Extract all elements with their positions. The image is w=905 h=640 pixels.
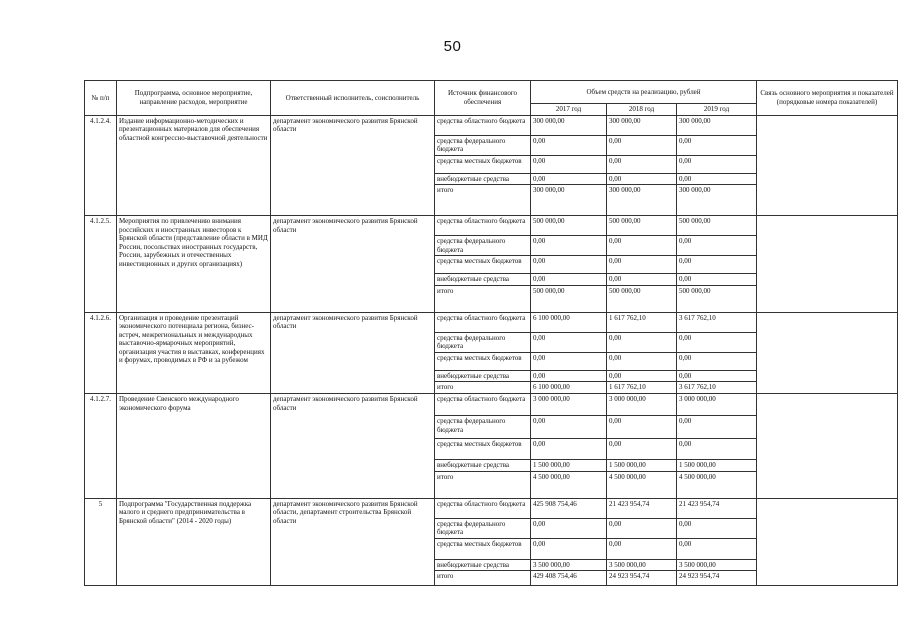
funding-value: 0,00 bbox=[531, 352, 607, 370]
funding-source: средства местных бюджетов bbox=[435, 352, 531, 370]
total-value: 500 000,00 bbox=[607, 285, 677, 312]
row-executor: департамент экономического развития Брянской области bbox=[271, 115, 435, 216]
row-number: 4.1.2.7. bbox=[85, 394, 117, 499]
funding-source: внебюджетные средства bbox=[435, 370, 531, 382]
funding-value: 0,00 bbox=[531, 370, 607, 382]
funding-value: 21 423 954,74 bbox=[607, 498, 677, 518]
total-value: 6 100 000,00 bbox=[531, 382, 607, 394]
row-number: 4.1.2.6. bbox=[85, 312, 117, 394]
row-executor: департамент экономического развития Брянской области bbox=[271, 312, 435, 394]
funding-value: 0,00 bbox=[677, 274, 757, 286]
funding-source: средства федерального бюджета bbox=[435, 518, 531, 538]
funding-value: 3 500 000,00 bbox=[607, 559, 677, 571]
funding-value: 0,00 bbox=[607, 538, 677, 559]
total-value: 300 000,00 bbox=[607, 185, 677, 216]
total-value: 24 923 954,74 bbox=[677, 571, 757, 586]
funding-value: 300 000,00 bbox=[677, 115, 757, 135]
row-executor: департамент экономического развития Брянской области bbox=[271, 394, 435, 499]
total-value: 4 500 000,00 bbox=[531, 471, 607, 498]
funding-value: 0,00 bbox=[677, 518, 757, 538]
funding-value: 3 000 000,00 bbox=[531, 394, 607, 416]
row-name: Издание информационно-методических и презентационных материалов для обеспечения областной конгрессно-выставочной деятельности bbox=[117, 115, 271, 216]
row-name: Мероприятия по привлечению внимания российских и иностранных инвесторов к Брянской области (представление области в МИД России, посольствах иностранных государств, России, зарубежных и отечественных инвестиционных и других организациях) bbox=[117, 216, 271, 313]
funding-value: 6 100 000,00 bbox=[531, 312, 607, 332]
total-value: 4 500 000,00 bbox=[677, 471, 757, 498]
total-label: итого bbox=[435, 382, 531, 394]
header-executor: Ответственный исполнитель, соисполнитель bbox=[271, 81, 435, 116]
funding-value: 3 000 000,00 bbox=[677, 394, 757, 416]
funding-value: 0,00 bbox=[677, 236, 757, 256]
header-volume: Объем средств на реализацию, рублей bbox=[531, 81, 757, 104]
row-name: Подпрограмма "Государственная поддержка малого и среднего предпринимательства в Брянской области" (2014 - 2020 годы) bbox=[117, 498, 271, 586]
funding-value: 0,00 bbox=[531, 256, 607, 274]
header-year: 2019 год bbox=[677, 104, 757, 116]
table-row bbox=[85, 394, 898, 416]
funding-value: 0,00 bbox=[677, 173, 757, 185]
funding-value: 3 500 000,00 bbox=[677, 559, 757, 571]
funding-value: 0,00 bbox=[677, 538, 757, 559]
table-row bbox=[85, 216, 898, 236]
page-number: 50 bbox=[443, 38, 462, 55]
total-value: 4 500 000,00 bbox=[607, 471, 677, 498]
row-number: 5 bbox=[85, 498, 117, 586]
funding-value: 0,00 bbox=[607, 370, 677, 382]
total-value: 3 617 762,10 bbox=[677, 382, 757, 394]
funding-value: 0,00 bbox=[677, 332, 757, 352]
total-value: 500 000,00 bbox=[677, 285, 757, 312]
funding-value: 0,00 bbox=[531, 135, 607, 155]
row-name: Организация и проведение презентаций экономического потенциала региона, бизнес-встреч, межрегиональных и международных выставочно-ярмарочных мероприятий, организация участия в выставках, конференциях и форумах, проводимых в РФ и за рубежом bbox=[117, 312, 271, 394]
funding-source: средства местных бюджетов bbox=[435, 538, 531, 559]
funding-source: средства областного бюджета bbox=[435, 115, 531, 135]
funding-value: 0,00 bbox=[531, 416, 607, 439]
funding-value: 0,00 bbox=[607, 518, 677, 538]
funding-source: внебюджетные средства bbox=[435, 559, 531, 571]
funding-value: 0,00 bbox=[677, 352, 757, 370]
row-indicator-link bbox=[757, 498, 898, 586]
funding-value: 500 000,00 bbox=[531, 216, 607, 236]
funding-source: средства местных бюджетов bbox=[435, 256, 531, 274]
total-label: итого bbox=[435, 285, 531, 312]
funding-value: 425 908 754,46 bbox=[531, 498, 607, 518]
header-subprogram: Подпрограмма, основное мероприятие, направление расходов, мероприятие bbox=[117, 81, 271, 116]
row-indicator-link bbox=[757, 216, 898, 313]
funding-value: 0,00 bbox=[677, 370, 757, 382]
row-number: 4.1.2.5. bbox=[85, 216, 117, 313]
funding-value: 500 000,00 bbox=[677, 216, 757, 236]
funding-value: 300 000,00 bbox=[607, 115, 677, 135]
header-source: Источник финансового обеспечения bbox=[435, 81, 531, 116]
funding-value: 0,00 bbox=[607, 416, 677, 439]
total-label: итого bbox=[435, 471, 531, 498]
budget-table bbox=[84, 80, 898, 586]
total-label: итого bbox=[435, 185, 531, 216]
funding-source: средства областного бюджета bbox=[435, 216, 531, 236]
funding-value: 0,00 bbox=[607, 256, 677, 274]
total-value: 24 923 954,74 bbox=[607, 571, 677, 586]
funding-value: 0,00 bbox=[677, 135, 757, 155]
funding-value: 0,00 bbox=[531, 236, 607, 256]
funding-source: средства федерального бюджета bbox=[435, 135, 531, 155]
funding-source: внебюджетные средства bbox=[435, 274, 531, 286]
funding-value: 3 617 762,10 bbox=[677, 312, 757, 332]
total-label: итого bbox=[435, 571, 531, 586]
funding-value: 0,00 bbox=[531, 439, 607, 460]
funding-source: средства местных бюджетов bbox=[435, 155, 531, 173]
funding-source: средства областного бюджета bbox=[435, 498, 531, 518]
funding-value: 0,00 bbox=[607, 352, 677, 370]
total-value: 300 000,00 bbox=[677, 185, 757, 216]
funding-value: 0,00 bbox=[677, 416, 757, 439]
header-year: 2018 год bbox=[607, 104, 677, 116]
funding-source: средства областного бюджета bbox=[435, 394, 531, 416]
funding-value: 3 000 000,00 bbox=[607, 394, 677, 416]
row-number: 4.1.2.4. bbox=[85, 115, 117, 216]
funding-value: 0,00 bbox=[531, 274, 607, 286]
funding-value: 0,00 bbox=[607, 173, 677, 185]
funding-value: 0,00 bbox=[607, 332, 677, 352]
row-executor: департамент экономического развития Брянской области bbox=[271, 216, 435, 313]
row-name: Проведение Свенского международного экономического форума bbox=[117, 394, 271, 499]
funding-value: 1 500 000,00 bbox=[677, 460, 757, 472]
header-year: 2017 год bbox=[531, 104, 607, 116]
funding-value: 0,00 bbox=[531, 538, 607, 559]
funding-value: 0,00 bbox=[607, 439, 677, 460]
funding-value: 0,00 bbox=[677, 439, 757, 460]
funding-source: средства федерального бюджета bbox=[435, 236, 531, 256]
total-value: 300 000,00 bbox=[531, 185, 607, 216]
funding-source: средства федерального бюджета bbox=[435, 332, 531, 352]
funding-value: 0,00 bbox=[677, 155, 757, 173]
funding-source: средства областного бюджета bbox=[435, 312, 531, 332]
total-value: 500 000,00 bbox=[531, 285, 607, 312]
header-num: № п/п bbox=[85, 81, 117, 116]
row-indicator-link bbox=[757, 115, 898, 216]
funding-value: 0,00 bbox=[607, 236, 677, 256]
funding-value: 0,00 bbox=[607, 155, 677, 173]
funding-source: внебюджетные средства bbox=[435, 173, 531, 185]
funding-value: 0,00 bbox=[607, 274, 677, 286]
row-executor: департамент экономического развития Брянской области, департамент строительства Брянской области bbox=[271, 498, 435, 586]
row-indicator-link bbox=[757, 312, 898, 394]
funding-value: 500 000,00 bbox=[607, 216, 677, 236]
table-row bbox=[85, 115, 898, 135]
funding-value: 1 500 000,00 bbox=[607, 460, 677, 472]
funding-value: 0,00 bbox=[531, 155, 607, 173]
funding-value: 1 617 762,10 bbox=[607, 312, 677, 332]
funding-value: 21 423 954,74 bbox=[677, 498, 757, 518]
funding-source: средства местных бюджетов bbox=[435, 439, 531, 460]
row-indicator-link bbox=[757, 394, 898, 499]
total-value: 1 617 762,10 bbox=[607, 382, 677, 394]
funding-source: внебюджетные средства bbox=[435, 460, 531, 472]
funding-value: 0,00 bbox=[531, 332, 607, 352]
funding-source: средства федерального бюджета bbox=[435, 416, 531, 439]
total-value: 429 408 754,46 bbox=[531, 571, 607, 586]
header-link: Связь основного мероприятия и показателей (порядковые номера показателей) bbox=[757, 81, 898, 116]
funding-value: 1 500 000,00 bbox=[531, 460, 607, 472]
funding-value: 0,00 bbox=[607, 135, 677, 155]
table-row bbox=[85, 312, 898, 332]
funding-value: 3 500 000,00 bbox=[531, 559, 607, 571]
funding-value: 0,00 bbox=[531, 518, 607, 538]
table-row bbox=[85, 498, 898, 518]
funding-value: 0,00 bbox=[677, 256, 757, 274]
funding-value: 0,00 bbox=[531, 173, 607, 185]
funding-value: 300 000,00 bbox=[531, 115, 607, 135]
